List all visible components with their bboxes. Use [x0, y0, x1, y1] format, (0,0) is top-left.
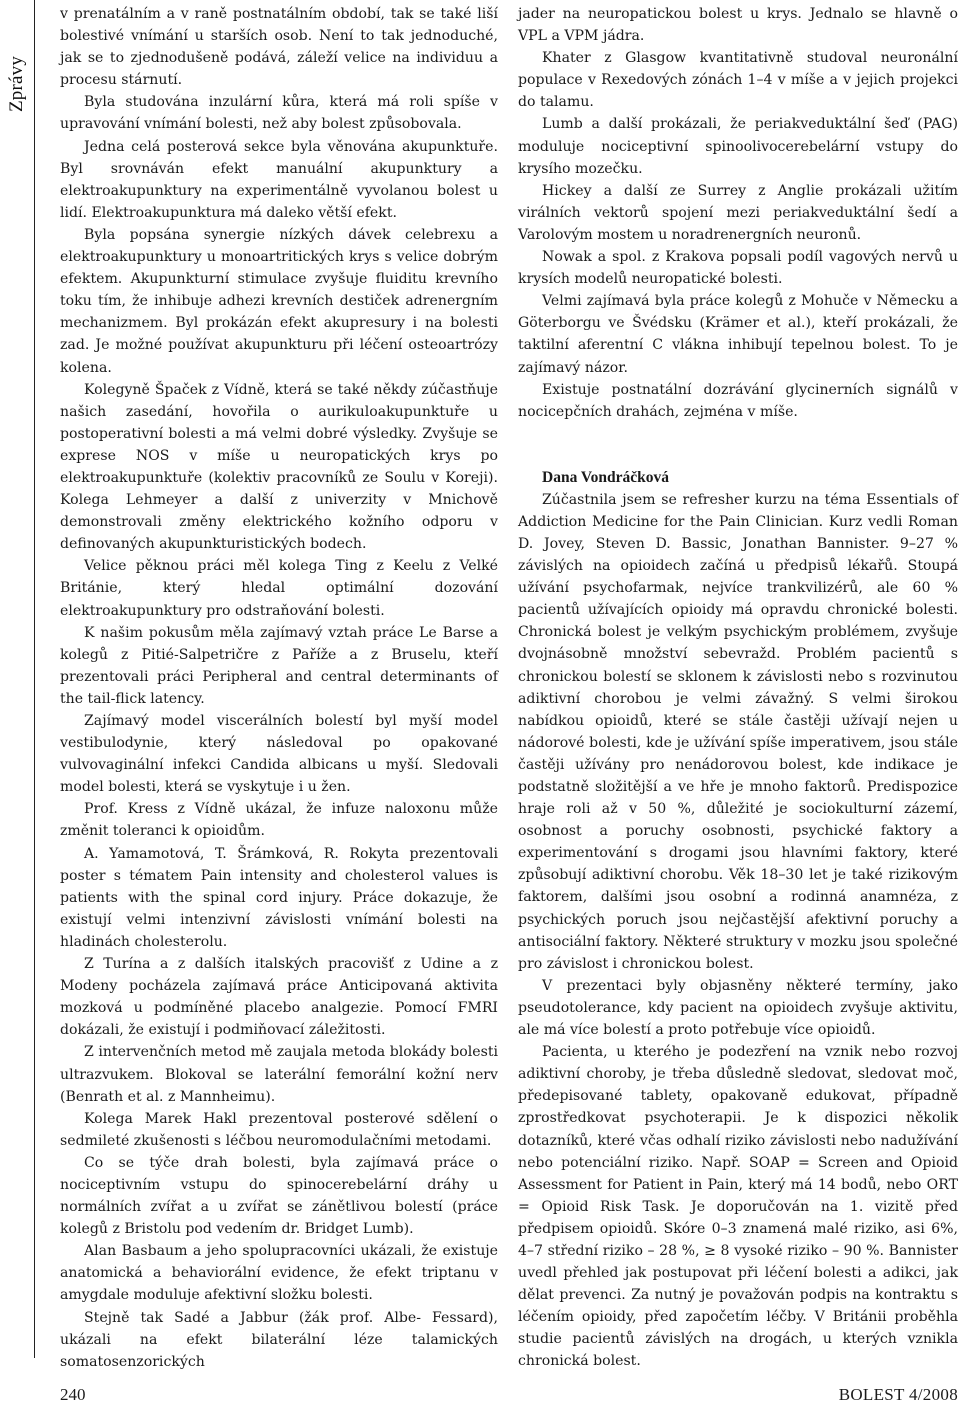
paragraph: Alan Basbaum a jeho spolupracovníci ukázali, že existuje anatomická a behaviorální evidence, že efekt triptanu v amygdale moduluje afektivní složku bolesti.: [60, 1243, 498, 1304]
paragraph: Z intervenčních metod mě zaujala metoda blokády bolesti ultrazvukem. Blokoval se laterální femorální kožní nerv (Benrath et al. z Mannheimu).: [60, 1044, 498, 1105]
left-column: [60, 3, 498, 1373]
section-tab: [0, 0, 35, 1358]
paragraph: V prezentaci byly objasněny některé termíny, jako pseudotolerance, kdy pacient na opioidech zvyšuje aktivitu, ale má více bolestí a proto potřebuje více opioidů.: [518, 977, 958, 1039]
author-heading: Dana Vondráčková: [542, 468, 670, 486]
paragraph: v prenatálním a v raně postnatálním období, tak se také liší bolestivé vnímání u starších osob. Není to tak jednoduché, jak se to zjednodušeně podává, záleží velice na individuu a procesu stárnutí.: [60, 6, 498, 89]
paragraph: Khater z Glasgow kvantitativně studoval neuronální populace v Rexedových zónách 1–4 v míše a v jejich projekci do talamu.: [518, 50, 958, 111]
paragraph: K našim pokusům měla zajímavý vztah práce Le Barse a kolegů z Pitié-Salpetričre z Paříže a z Bruselu, kteří prezentovali práci Peripheral and central determinants of the tail-flick latency.: [60, 624, 498, 707]
paragraph: Hickey a další ze Surrey z Anglie prokázali užitím virálních vektorů spojení mezi periakveduktální šedí a Varolovým mostem u noradrenergních neuronů.: [518, 182, 958, 243]
page-number: 240: [60, 1385, 86, 1404]
paragraph: Co se týče drah bolesti, byla zajímavá práce o nociceptivním vstupu do spinocerebelární dráhy u normálních zvířat a u zvířat se zánětlivou bolestí (práce kolegů z Bristolu pod vedením dr. Bridget Lumb).: [60, 1154, 498, 1238]
section-label: Zprávy: [6, 55, 27, 112]
paragraph: Existuje postnatální dozrávání glycinerních signálů v nocicepčních drahách, zejména v míše.: [518, 381, 958, 420]
paragraph: Prof. Kress z Vídně ukázal, že infuze naloxonu může změnit toleranci k opioidům.: [60, 801, 498, 840]
paragraph: Nowak a spol. z Krakova popsali podíl vagových nervů u krysích modelů neuropatické bolesti.: [518, 249, 958, 288]
paragraph: Velice pěknou práci měl kolega Ting z Keelu z Velké Británie, který hledal optimální dozování elektroakupunktury pro odstraňování bolesti.: [60, 558, 498, 619]
paragraph: Stejně tak Sadé a Jabbur (žák prof. Albe- Fessard), ukázali na efekt bilaterální léze talamických somatosenzorických: [60, 1309, 498, 1370]
paragraph: Lumb a další prokázali, že periakveduktální šeď (PAG) moduluje nociceptivní spinoolivocerebelární vstupy do krysího mozečku.: [518, 116, 958, 177]
paragraph: Z Turína a z dalších italských pracovišť z Udine a z Modeny pocházela zajímavá práce Anticipovaná aktivita mozková u podmíněné placebo analgezie. Pomocí FMRI dokázali, že existují i podmiňovací záležitosti.: [60, 956, 498, 1039]
paragraph: Zúčastnila jsem se refresher kurzu na téma Essentials of Addiction Medicine for the Pain Clinician. Kurz vedli Roman D. Jovey, Steven D. Bassic, Jonathan Bannister. 9–27 % závislých na opioidech začíná u předpisů lékařů. Stoupá užívání psychofarmak, nejvíce trankvilizérů, ale 60 % pacientů užívajících opioidy má opravdu chronické bolesti. Chronická bolest je velkým psychickým problémem, zvyšuje dvojnásobně množství sebevražd. Problém pacientů s chronickou bolestí se sklonem k závislosti nebo s rozvinutou adiktivní chorobou je velmi závažný. S velmi širokou nabídkou opioidů, které se stále častěji užívají nejen u nádorové bolesti, kde je užívání spíše imperativem, jsou stále častěji užívány pro nenádorovou bolest, kde indikace je podstatně složitější a ve hře je mnoho faktorů. Predispozice hraje roli až v 50 %, důležité je sociokulturní zázemí, osobnost a poruchy osobnosti, psychické faktory a experimentování s drogami jsou hlavními faktory, které způsobují adiktivní chorobu. Věk 18–30 let je také rizikovým faktorem, dalšími jsou osobní a rodinná anamnéza, z psychických poruch jsou nejčastější afektivní poruchy a antisociální faktory. Některé struktury v mozku jsou společné pro závislost i chronickou bolest.: [518, 491, 958, 972]
paragraph: Velmi zajímavá byla práce kolegů z Mohuče v Německu a Göterborgu ve Švédsku (Krämer et al.), kteří prokázali, že taktilní aferentní C vlákna inhibují tepelnou bolest. To je zajímavý názor.: [518, 293, 958, 376]
paragraph: A. Yamamotová, T. Šrámková, R. Rokyta prezentovali poster s tématem Pain intensity and cholesterol values is patients with the spinal cord injury. Práce dokazuje, že existují velmi intenzivní závislosti vnímání bolesti na hladinách cholesterolu.: [60, 845, 498, 950]
paragraph: Kolegyně Špaček z Vídně, která se také někdy zúčastňuje našich zasedání, hovořila o aurikuloakupunktuře u postoperativní bolesti a má velmi dobré výsledky. Zvyšuje se exprese NOS v míše u neuropatických krys po elektroakupunktuře (kolektiv pracovníků ze Soulu v Koreji). Kolega Lehmeyer a další z univerzity v Mnichově demonstrovali změny elektrického kožního odporu v definovaných akupunkturistických bodech.: [60, 381, 498, 553]
paragraph: Zajímavý model viscerálních bolestí byl myší model vestibulodynie, který následoval po opakované vulvovaginální infekci Candida albicans u myší. Sledovali model bolesti, která se vyskytuje i u žen.: [60, 713, 498, 796]
paragraph: Pacienta, u kterého je podezření na vznik nebo rozvoj adiktivní choroby, je třeba důsledně sledovat, sledovat moč, předepisované tablety, opakovaně edukovat, případně zprostředkovat psychoterapii. Je k dispozici několik dotazníků, které včas odhalí riziko závislosti nebo nadužívání nebo potenciální riziko. Např. SOAP = Screen and Opioid Assessment for Patient in Pain, který má 14 bodů, nebo ORT = Opioid Risk Task. Je doporučován na 1. vizitě před předpisem opioidů. Skóre 0–3 znamená malé riziko, asi 6%, 4–7 střední riziko – 28 %, ≥ 8 vysoké riziko – 90 %. Bannister uvedl přehled jak postupovat při léčení bolesti a adikci, jak dělat prevenci. Za nutný je považován podpis na kontraktu s léčením opioidy, před započetím léčby. V Británii proběhla studie pacientů závislých na drogách, u kterých vznikla chronická bolest.: [518, 1044, 958, 1370]
right-column: [518, 3, 958, 1373]
paragraph: Byla studována inzulární kůra, která má roli spíše v upravování vnímání bolesti, než aby bolest způsobovala.: [60, 94, 498, 133]
journal-issue: BOLEST 4/2008: [838, 1385, 958, 1404]
paragraph: Kolega Marek Hakl prezentoval posterové sdělení o sedmileté zkušenosti s léčbou neuromodulačními metodami.: [60, 1110, 498, 1149]
paragraph: Jedna celá posterová sekce byla věnována akupunktuře. Byl srovnáván efekt manuální akupunktury a elektroakupunktury na experimentálně vyvolanou bolest u lidí. Elektroakupunktura má daleko větší efekt.: [60, 138, 498, 221]
paragraph: Byla popsána synergie nízkých dávek celebrexu a elektroakupunktury u monoartritických krys s velice dobrým efektem. Akupunkturní stimulace zvyšuje fluiditu krevního toku tím, že inhibuje adhezi krevních destiček adrenergním mechanizmem. Byl prokázán efekt akupresury i na bolesti zad. Je možné používat akupunkturu při léčení osteoartrózy kolena.: [60, 226, 498, 376]
paragraph: jader na neuropatickou bolest u krys. Jednalo se hlavně o VPL a VPM jádra.: [518, 6, 958, 45]
